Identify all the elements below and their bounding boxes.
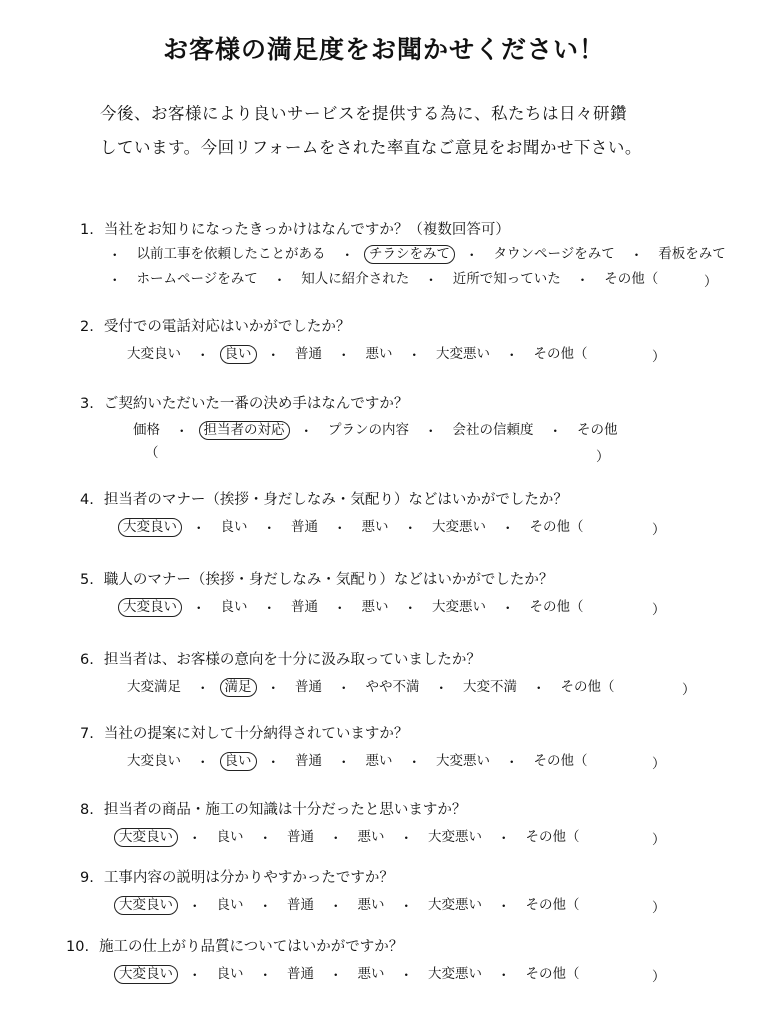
option[interactable]: 良い bbox=[220, 598, 248, 615]
separator: ・ bbox=[272, 273, 287, 289]
option[interactable]: 大変悪い bbox=[428, 965, 482, 982]
option[interactable]: 良い bbox=[216, 828, 244, 845]
question-number: 9. bbox=[80, 870, 94, 886]
other-close-paren: ） bbox=[652, 522, 666, 538]
separator: ・ bbox=[337, 348, 351, 364]
question-text: 施工の仕上がり品質についてはいかがですか？ bbox=[99, 939, 404, 955]
option[interactable]: 普通 bbox=[295, 752, 322, 769]
option[interactable]: 大変満足 bbox=[127, 678, 181, 695]
option[interactable]: その他 bbox=[577, 421, 618, 438]
separator: ・ bbox=[266, 755, 280, 771]
separator: ・ bbox=[188, 968, 202, 984]
option-line bbox=[128, 420, 623, 440]
question-number: 7. bbox=[80, 726, 94, 742]
option[interactable]: 普通 bbox=[295, 678, 322, 695]
option[interactable]: その他（ bbox=[529, 598, 584, 615]
separator: ・ bbox=[399, 968, 413, 984]
option-line bbox=[122, 677, 620, 697]
question-text: 受付での電話対応はいかがでしたか？ bbox=[103, 319, 351, 335]
separator: ・ bbox=[497, 831, 511, 847]
option[interactable]: 以前工事を依頼したことがある bbox=[136, 245, 326, 262]
separator: ・ bbox=[501, 521, 515, 537]
other-close-paren: ） bbox=[652, 900, 666, 916]
separator: ・ bbox=[192, 521, 206, 537]
separator: ・ bbox=[407, 348, 421, 364]
option[interactable]: 普通 bbox=[287, 828, 314, 845]
separator: ・ bbox=[340, 248, 354, 264]
separator: ・ bbox=[497, 899, 511, 915]
option[interactable]: 大変良い bbox=[127, 345, 181, 362]
option[interactable]: 良い bbox=[220, 518, 248, 535]
separator: ・ bbox=[262, 601, 276, 617]
option-line bbox=[118, 597, 589, 617]
separator: ・ bbox=[337, 755, 351, 771]
separator: ・ bbox=[337, 681, 351, 697]
other-close-paren: ） bbox=[652, 832, 666, 848]
option-line bbox=[114, 895, 585, 915]
option[interactable]: プランの内容 bbox=[328, 421, 409, 438]
question-title bbox=[80, 218, 510, 239]
option[interactable]: その他（ bbox=[525, 828, 580, 845]
option-selected[interactable]: 大変良い bbox=[118, 518, 182, 537]
question-text: 担当者の商品・施工の知識は十分だったと思いますか？ bbox=[103, 802, 467, 818]
option-line bbox=[122, 751, 593, 771]
question-number: 10. bbox=[66, 939, 90, 955]
option[interactable]: 普通 bbox=[295, 345, 322, 362]
option[interactable]: 大変悪い bbox=[436, 752, 490, 769]
intro-line-2: しています。今回リフォームをされた率直なご意見をお聞かせ下さい。 bbox=[100, 138, 642, 157]
question-title bbox=[80, 648, 481, 669]
option[interactable]: ホームページをみて bbox=[136, 270, 258, 287]
question-text: 担当者は、お客様の意向を十分に汲み取っていましたか？ bbox=[103, 652, 481, 668]
option[interactable]: やや不満 bbox=[365, 678, 420, 695]
separator: ・ bbox=[262, 521, 276, 537]
separator: ・ bbox=[501, 601, 515, 617]
option[interactable]: 悪い bbox=[365, 345, 393, 362]
question-title bbox=[80, 568, 553, 589]
separator: ・ bbox=[192, 601, 206, 617]
other-close-paren: ） bbox=[652, 969, 666, 985]
option[interactable]: タウンページをみて bbox=[493, 245, 615, 262]
option-line bbox=[122, 344, 593, 364]
separator: ・ bbox=[329, 899, 343, 915]
option[interactable]: その他（ bbox=[560, 678, 615, 695]
other-close-paren: ） bbox=[652, 602, 666, 618]
option[interactable]: 大変悪い bbox=[432, 598, 486, 615]
option-selected[interactable]: 良い bbox=[220, 752, 257, 771]
question-title bbox=[66, 935, 403, 956]
separator: ・ bbox=[329, 968, 343, 984]
option-line bbox=[114, 827, 585, 847]
separator: ・ bbox=[333, 601, 347, 617]
question-title bbox=[80, 392, 408, 413]
option-selected[interactable]: 良い bbox=[220, 345, 257, 364]
separator: ・ bbox=[407, 755, 421, 771]
option[interactable]: 悪い bbox=[361, 518, 389, 535]
option[interactable]: 悪い bbox=[361, 598, 389, 615]
question-title bbox=[80, 488, 568, 509]
separator: ・ bbox=[258, 899, 272, 915]
option[interactable]: 価格 bbox=[133, 421, 160, 438]
separator: ・ bbox=[575, 273, 590, 289]
separator: ・ bbox=[497, 968, 511, 984]
question-title bbox=[80, 798, 466, 819]
separator: ・ bbox=[465, 248, 479, 264]
option[interactable]: その他（ bbox=[525, 965, 580, 982]
separator: ・ bbox=[403, 521, 417, 537]
other-close-paren: ） bbox=[652, 756, 666, 772]
question-text: 担当者のマナー（挨拶・身だしなみ・気配り）などはいかがでしたか？ bbox=[103, 492, 568, 508]
option[interactable]: 悪い bbox=[357, 965, 385, 982]
option[interactable]: その他（ bbox=[604, 270, 659, 287]
option[interactable]: 大変悪い bbox=[428, 828, 482, 845]
page-title: お客様の満足度をお聞かせください！ bbox=[162, 35, 605, 64]
option[interactable]: 看板をみて bbox=[658, 245, 726, 262]
other-close-paren: ） bbox=[652, 349, 666, 365]
separator: ・ bbox=[196, 348, 210, 364]
option[interactable]: 悪い bbox=[365, 752, 393, 769]
question-number: 3. bbox=[80, 396, 94, 412]
option-line bbox=[114, 964, 585, 984]
option[interactable]: その他（ bbox=[533, 752, 588, 769]
option-selected[interactable]: 担当者の対応 bbox=[199, 421, 290, 440]
option-line bbox=[140, 444, 164, 463]
option[interactable]: 会社の信頼度 bbox=[452, 421, 534, 438]
question-text: 職人のマナー（挨拶・身だしなみ・気配り）などはいかがでしたか？ bbox=[103, 572, 554, 588]
option[interactable]: 普通 bbox=[287, 896, 314, 913]
separator: ・ bbox=[505, 755, 519, 771]
separator: ・ bbox=[196, 681, 210, 697]
question-number: 1. bbox=[80, 222, 94, 238]
option[interactable]: その他（ bbox=[529, 518, 584, 535]
question-title bbox=[80, 866, 394, 887]
option[interactable]: 知人に紹介された bbox=[301, 270, 410, 287]
separator: ・ bbox=[629, 248, 644, 264]
question-number: 4. bbox=[80, 492, 94, 508]
separator: ・ bbox=[108, 248, 122, 264]
option-selected[interactable]: 大変良い bbox=[114, 896, 178, 915]
separator: ・ bbox=[258, 831, 272, 847]
option[interactable]: 良い bbox=[216, 896, 244, 913]
option[interactable]: 良い bbox=[216, 965, 244, 982]
separator: ・ bbox=[424, 424, 438, 440]
separator: ・ bbox=[196, 755, 210, 771]
question-number: 5. bbox=[80, 572, 94, 588]
separator: ・ bbox=[258, 968, 272, 984]
separator: ・ bbox=[434, 681, 448, 697]
separator: ・ bbox=[329, 831, 343, 847]
question-number: 8. bbox=[80, 802, 94, 818]
option[interactable]: その他（ bbox=[533, 345, 588, 362]
separator: ・ bbox=[399, 899, 413, 915]
option-selected[interactable]: 大変良い bbox=[118, 598, 182, 617]
question-title bbox=[80, 315, 350, 336]
separator: ・ bbox=[108, 273, 122, 289]
option[interactable]: 大変悪い bbox=[432, 518, 486, 535]
separator: ・ bbox=[188, 899, 202, 915]
separator: ・ bbox=[266, 681, 280, 697]
separator: ・ bbox=[532, 681, 546, 697]
separator: ・ bbox=[399, 831, 413, 847]
separator: ・ bbox=[403, 601, 417, 617]
option[interactable]: 大変悪い bbox=[436, 345, 490, 362]
option-selected[interactable]: 満足 bbox=[220, 678, 257, 697]
option[interactable]: 普通 bbox=[291, 518, 318, 535]
option-selected[interactable]: チラシをみて bbox=[364, 245, 455, 264]
option[interactable]: 大変不満 bbox=[463, 678, 517, 695]
option[interactable]: 悪い bbox=[357, 896, 385, 913]
question-text: ご契約いただいた一番の決め手はなんですか？ bbox=[103, 396, 409, 412]
option-selected[interactable]: 大変良い bbox=[114, 828, 178, 847]
separator: ・ bbox=[175, 424, 189, 440]
question-text: 当社の提案に対して十分納得されていますか？ bbox=[103, 726, 409, 742]
other-close-paren: ） bbox=[682, 682, 696, 698]
option[interactable]: 普通 bbox=[287, 965, 314, 982]
option[interactable]: 悪い bbox=[357, 828, 385, 845]
intro-line-1: 今後、お客様により良いサービスを提供する為に、私たちは日々研鑽 bbox=[100, 104, 627, 123]
separator: ・ bbox=[188, 831, 202, 847]
question-number: 6. bbox=[80, 652, 94, 668]
option[interactable]: 大変良い bbox=[127, 752, 181, 769]
separator: ・ bbox=[548, 424, 562, 440]
question-text: 当社をお知りになったきっかけはなんですか？（複数回答可） bbox=[103, 222, 510, 238]
option-line bbox=[118, 517, 589, 537]
separator: ・ bbox=[266, 348, 280, 364]
question-text: 工事内容の説明は分かりやすかったですか？ bbox=[103, 870, 394, 886]
separator: ・ bbox=[333, 521, 347, 537]
question-title bbox=[80, 722, 408, 743]
separator: ・ bbox=[299, 424, 313, 440]
separator: ・ bbox=[505, 348, 519, 364]
other-close-paren: ） bbox=[704, 274, 718, 290]
question-number: 2. bbox=[80, 319, 94, 335]
option-line bbox=[108, 269, 663, 289]
other-close-paren: ） bbox=[596, 449, 610, 465]
option-line bbox=[108, 244, 731, 264]
separator: ・ bbox=[424, 273, 438, 289]
option-selected[interactable]: 大変良い bbox=[114, 965, 178, 984]
option[interactable]: 普通 bbox=[291, 598, 318, 615]
option[interactable]: その他（ bbox=[525, 896, 580, 913]
option[interactable]: 大変悪い bbox=[428, 896, 482, 913]
option[interactable]: （ bbox=[145, 445, 159, 461]
option[interactable]: 近所で知っていた bbox=[452, 270, 561, 287]
